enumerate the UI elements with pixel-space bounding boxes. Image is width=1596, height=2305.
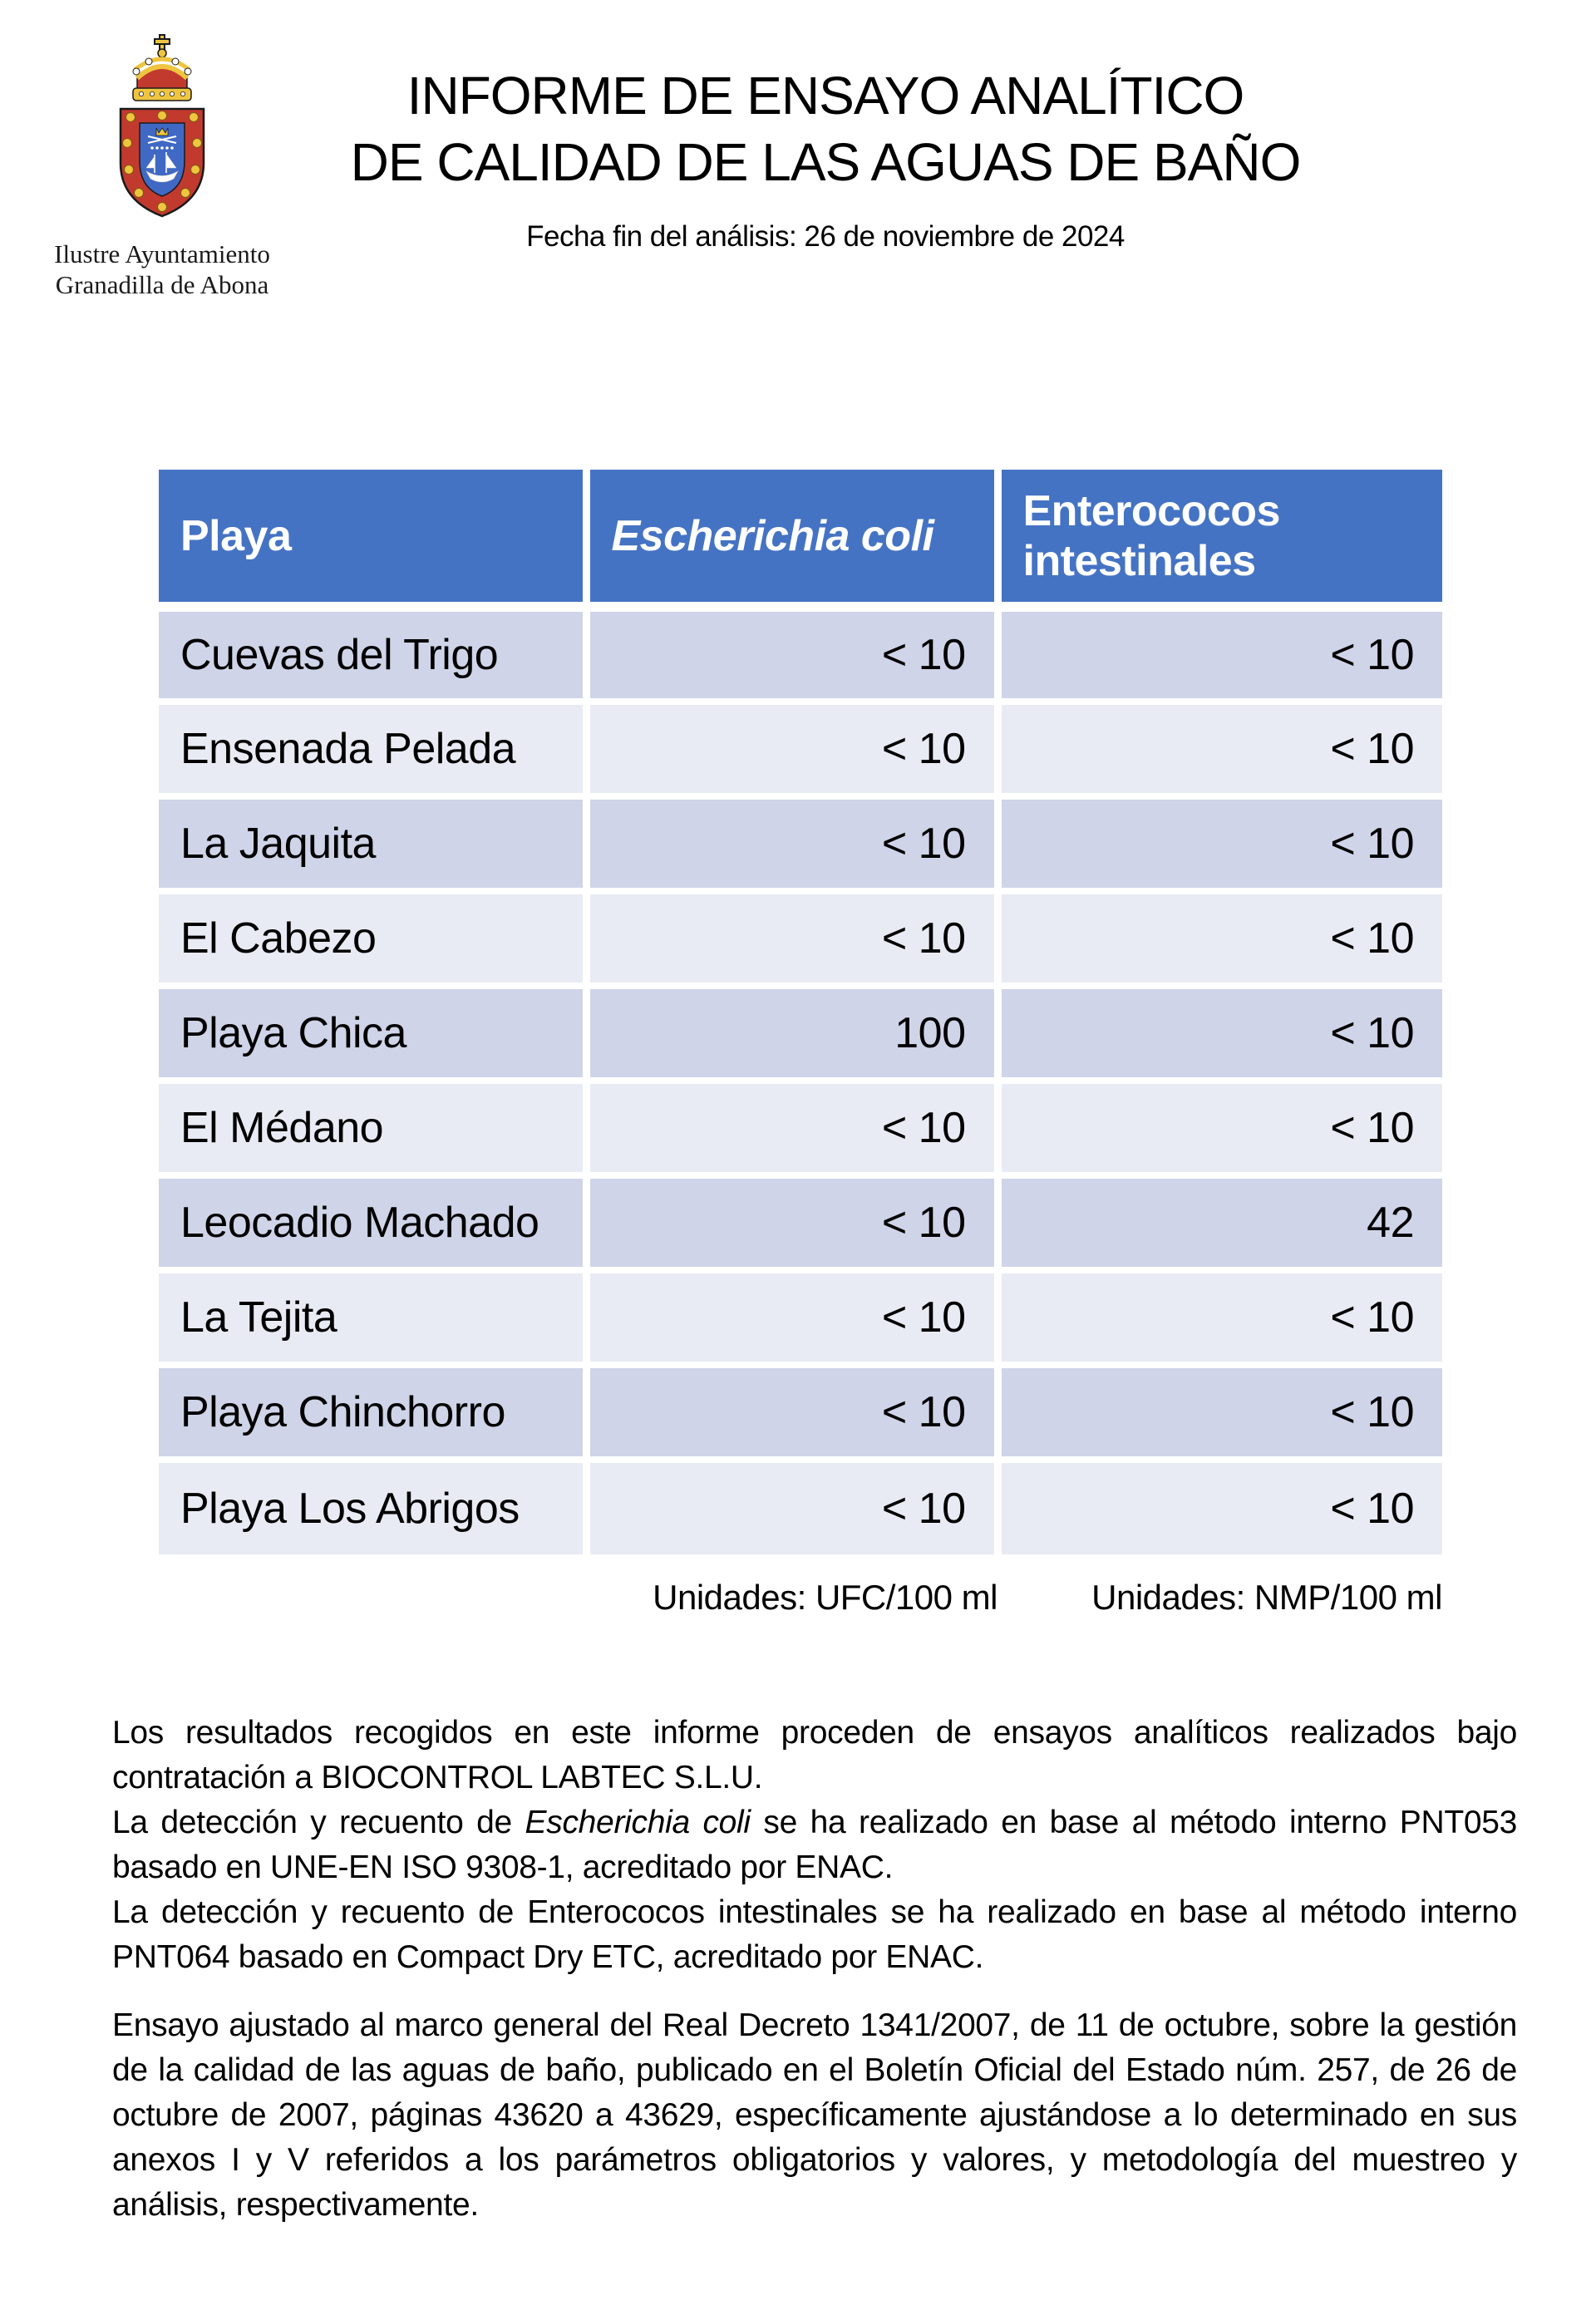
table-row [159,702,1442,796]
enterococos-value: < 10 [998,891,1442,986]
notes-section [112,1711,1517,2228]
units-ecoli: Unidades: UFC/100 ml [653,1578,998,1617]
beach-name: Playa Chinchorro [159,1365,586,1460]
beach-name: El Cabezo [159,891,586,986]
beach-name: La Tejita [159,1270,586,1365]
enterococos-value: < 10 [998,607,1442,702]
enterococos-value: 42 [998,1175,1442,1270]
column-header-playa: Playa [159,470,586,607]
ecoli-value: < 10 [586,607,998,702]
results-table [159,470,1442,1554]
units-enterococos: Unidades: NMP/100 ml [1091,1578,1442,1617]
table-row [159,891,1442,986]
enterococos-value: < 10 [998,1365,1442,1460]
beach-name: El Médano [159,1081,586,1175]
page-title-line2: DE CALIDAD DE LAS AGUAS DE BAÑO [350,132,1301,192]
beach-name: Playa Los Abrigos [159,1460,586,1554]
title-block [55,48,1596,254]
ecoli-value: < 10 [586,1460,998,1554]
units-row [0,1578,1596,1619]
organization-name-line2: Granadilla de Abona [55,270,269,299]
note-ecoli-method-prefix: La detección y recuento de [112,1805,525,1840]
analysis-end-date: Fecha fin del análisis: 26 de noviembre de 2024 [526,220,1125,253]
enterococos-value: < 10 [998,1460,1442,1554]
ecoli-value: 100 [586,986,998,1081]
ecoli-value: < 10 [586,1175,998,1270]
note-contracting-lab: Los resultados recogidos en este informe proceden de ensayos analíticos realizados bajo contratación a BIOCONTROL LABTEC S.L.U. [112,1715,1517,1795]
table-row [159,1081,1442,1175]
beach-name: Cuevas del Trigo [159,607,586,702]
table-row [159,1175,1442,1270]
enterococos-value: < 10 [998,796,1442,891]
ecoli-value: < 10 [586,702,998,796]
note-legal-framework: Ensayo ajustado al marco general del Real Decreto 1341/2007, de 11 de octubre, sobre la gestión de la calidad de las aguas de baño, publicado en el Boletín Oficial del Estado núm. 257, de 26 de octubre de 2007, páginas 43620 a 43629, específicamente ajustándose a lo determinado en sus anexos I y V referidos a los parámetros obligatorios y valores, y metodología del muestreo y análisis, respectivamente. [112,2007,1517,2223]
beach-name: Playa Chica [159,986,586,1081]
table-row [159,986,1442,1081]
beach-name: La Jaquita [159,796,586,891]
note-enterococos-method: La detección y recuento de Enterococos intestinales se ha realizado en base al método interno PNT064 basado en Compact Dry ETC, acreditado por ENAC. [112,1894,1517,1975]
table-header-row [159,470,1442,607]
ecoli-value: < 10 [586,796,998,891]
table-row [159,607,1442,702]
enterococos-value: < 10 [998,702,1442,796]
enterococos-value: < 10 [998,986,1442,1081]
page-title-line1: INFORME DE ENSAYO ANALÍTICO [406,66,1244,126]
ecoli-value: < 10 [586,1365,998,1460]
ecoli-value: < 10 [586,891,998,986]
table-row [159,1460,1442,1554]
ecoli-value: < 10 [586,1081,998,1175]
page-title [55,48,1596,195]
table-row [159,1270,1442,1365]
column-header-enterococos: Enterococos intestinales [998,470,1442,607]
note-ecoli-method-suffix: se ha realizado en base al método interno PNT053 basado en UNE-EN ISO 9308-1, acreditado por ENAC. [112,1805,1518,1885]
note-ecoli-method [112,1800,1517,1890]
column-header-ecoli: Escherichia coli [586,470,998,607]
beach-name: Leocadio Machado [159,1175,586,1270]
table-row [159,796,1442,891]
enterococos-value: < 10 [998,1270,1442,1365]
table-row [159,1365,1442,1460]
ecoli-value: < 10 [586,1270,998,1365]
organization-name-line1: Ilustre Ayuntamiento [54,239,270,268]
enterococos-value: < 10 [998,1081,1442,1175]
beach-name: Ensenada Pelada [159,702,586,796]
note-ecoli-method-species: Escherichia coli [525,1805,751,1840]
